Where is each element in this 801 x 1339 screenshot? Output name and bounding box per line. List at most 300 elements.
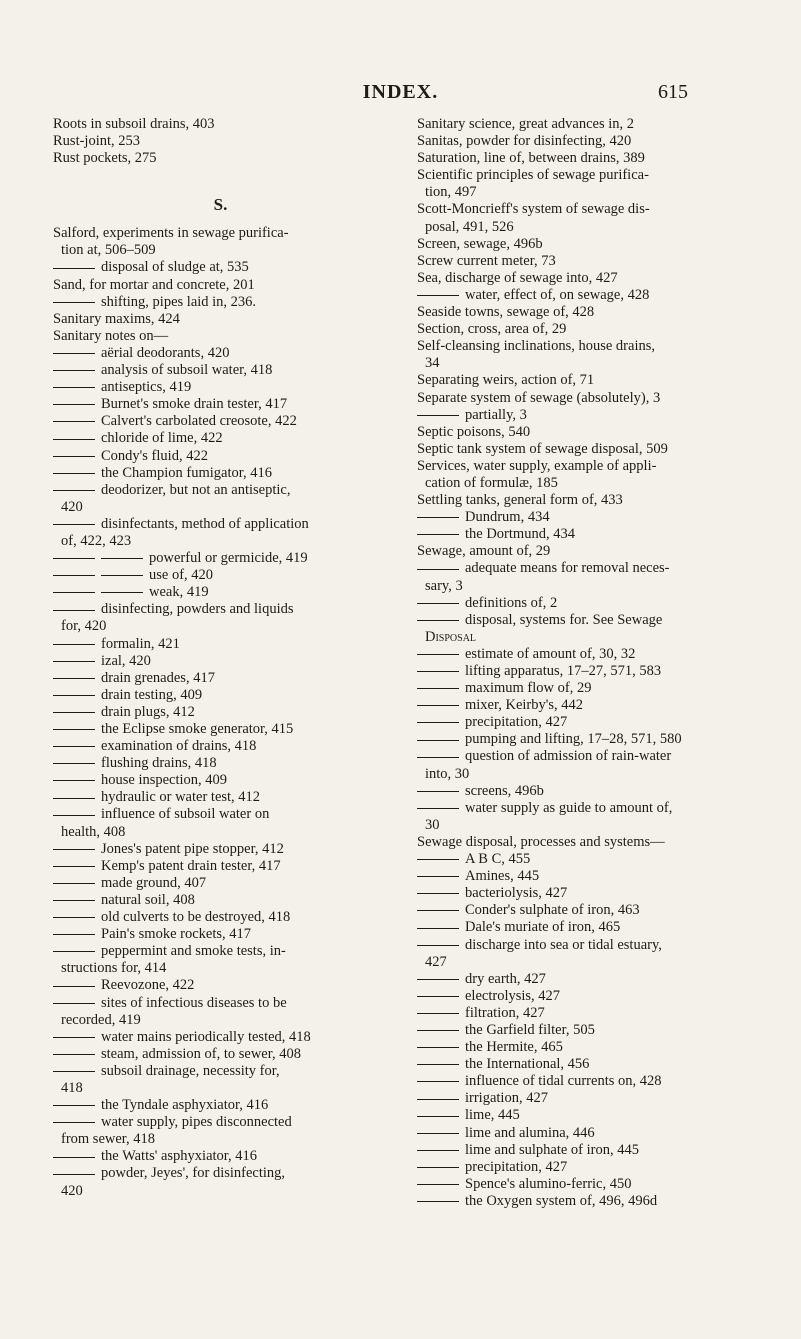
- ditto-dash: [53, 1157, 95, 1158]
- ditto-dash: [417, 1116, 459, 1117]
- index-entry-text: subsoil drainage, necessity for,: [101, 1062, 280, 1079]
- index-entry: [53, 242, 388, 259]
- index-entry: [417, 133, 757, 150]
- ditto-dash: [53, 712, 95, 713]
- index-entry: [53, 499, 388, 516]
- ditto-dash: [53, 986, 95, 987]
- index-entry: [417, 560, 757, 577]
- index-entry: [53, 584, 388, 601]
- index-entry: [417, 1022, 757, 1039]
- index-entry: [53, 550, 388, 567]
- ditto-dash: [53, 1122, 95, 1123]
- index-entry: [53, 926, 388, 943]
- ditto-dash: [53, 575, 95, 576]
- ditto-dash: [417, 1081, 459, 1082]
- index-entry: [417, 697, 757, 714]
- index-entry: [417, 714, 757, 731]
- index-entry-text: estimate of amount of, 30, 32: [465, 645, 636, 662]
- page-number: 615: [658, 81, 688, 103]
- index-entry-text: influence of subsoil water on: [101, 806, 270, 823]
- index-entry: [417, 458, 757, 475]
- index-entry-text: definitions of, 2: [465, 594, 558, 611]
- index-entry: [417, 1142, 757, 1159]
- index-entry-text: Septic poisons, 540: [417, 423, 531, 440]
- index-entry-text: Services, water supply, example of appli-: [417, 457, 657, 474]
- index-entry: [53, 670, 388, 687]
- index-entry: [417, 270, 757, 287]
- ditto-dash: [101, 592, 143, 593]
- index-entry-text: the Champion fumigator, 416: [101, 464, 272, 481]
- index-entry: [53, 909, 388, 926]
- index-entry-text: Dundrum, 434: [465, 509, 550, 526]
- index-entry: [53, 379, 388, 396]
- index-entry-text: screens, 496b: [465, 782, 544, 799]
- ditto-dash: [417, 791, 459, 792]
- ditto-dash: [417, 295, 459, 296]
- index-entry: [53, 841, 388, 858]
- index-entry-text: A B C, 455: [465, 851, 531, 868]
- index-entry-text: Section, cross, area of, 29: [417, 321, 567, 338]
- index-entry: [417, 355, 757, 372]
- index-entry-text: Kemp's patent drain tester, 417: [101, 857, 281, 874]
- ditto-dash: [53, 780, 95, 781]
- index-entry-text: hydraulic or water test, 412: [101, 789, 261, 806]
- index-entry-text: Sanitary science, great advances in, 2: [417, 116, 635, 132]
- index-entry-text: water supply as guide to amount of,: [465, 799, 673, 816]
- index-entry: [417, 612, 757, 629]
- index-entry-text: Separating weirs, action of, 71: [417, 372, 595, 389]
- ditto-dash: [417, 979, 459, 980]
- index-entry-text: 34: [425, 355, 440, 372]
- ditto-dash: [417, 1201, 459, 1202]
- index-entry: [417, 783, 757, 800]
- index-entry: [417, 184, 757, 201]
- index-entry-text: antiseptics, 419: [101, 379, 192, 396]
- ditto-dash: [53, 951, 95, 952]
- ditto-dash: [417, 654, 459, 655]
- index-entry: [417, 1176, 757, 1193]
- index-entry: [53, 943, 388, 960]
- ditto-dash: [53, 302, 95, 303]
- ditto-dash: [417, 1099, 459, 1100]
- index-entry: [417, 578, 757, 595]
- index-entry: [417, 834, 757, 851]
- ditto-dash: [53, 421, 95, 422]
- index-entry-text: question of admission of rain-water: [465, 748, 672, 765]
- index-entry-text: Sand, for mortar and concrete, 201: [53, 276, 255, 293]
- index-entry-text: Screw current meter, 73: [417, 252, 556, 269]
- index-entry-text: of, 422, 423: [61, 532, 132, 549]
- index-entry-text: Sanitas, powder for disinfecting, 420: [417, 133, 632, 150]
- index-entry: [53, 448, 388, 465]
- ditto-dash: [417, 996, 459, 997]
- index-entry-text: lime, 445: [465, 1107, 520, 1124]
- index-entry-text: flushing drains, 418: [101, 755, 217, 772]
- index-entry-text: bacteriolysis, 427: [465, 885, 568, 902]
- index-entry-text: Disposal: [425, 628, 477, 645]
- index-entry-text: izal, 420: [101, 652, 151, 669]
- ditto-dash: [417, 688, 459, 689]
- index-entry-text: influence of tidal currents on, 428: [465, 1073, 662, 1090]
- index-entry: [417, 868, 757, 885]
- index-entry: [417, 954, 757, 971]
- ditto-dash: [53, 1174, 95, 1175]
- index-entry-text: powerful or germicide, 419: [149, 550, 308, 567]
- index-entry-text: 420: [61, 1182, 83, 1199]
- index-entry-text: Sanitary notes on—: [53, 327, 169, 344]
- index-entry: [53, 1046, 388, 1063]
- index-entry-text: Salford, experiments in sewage purifica-: [53, 225, 289, 242]
- index-entry-text: Self-cleansing inclinations, house drains,: [417, 338, 655, 355]
- index-entry: [53, 533, 388, 550]
- ditto-dash: [53, 934, 95, 935]
- index-entry: [417, 1193, 757, 1210]
- index-entry: [53, 294, 388, 311]
- index-entry-text: natural soil, 408: [101, 891, 195, 908]
- index-entry: [417, 1056, 757, 1073]
- index-entry-text: tion at, 506–509: [61, 242, 156, 259]
- index-entry: [417, 150, 757, 167]
- index-entry-text: weak, 419: [149, 584, 209, 601]
- index-entry: [53, 465, 388, 482]
- index-entry: [53, 430, 388, 447]
- index-entry: [417, 201, 757, 218]
- index-entry-text: disposal, systems for. See Sewage: [465, 611, 663, 628]
- index-entry: [417, 851, 757, 868]
- index-entry-text: disinfectants, method of application: [101, 515, 309, 532]
- index-entry-text: partially, 3: [465, 406, 527, 423]
- ditto-dash: [53, 815, 95, 816]
- index-entry: [417, 526, 757, 543]
- index-column-right: [417, 116, 757, 1210]
- index-entry: [53, 259, 388, 276]
- section-letter: S.: [213, 195, 228, 215]
- index-entry: [417, 1107, 757, 1124]
- index-entry-text: lime and alumina, 446: [465, 1124, 595, 1141]
- index-entry: [417, 1039, 757, 1056]
- ditto-dash: [53, 387, 95, 388]
- ditto-dash: [101, 575, 143, 576]
- index-entry: [53, 892, 388, 909]
- ditto-dash: [417, 1184, 459, 1185]
- ditto-dash: [53, 678, 95, 679]
- index-entry: [53, 1165, 388, 1182]
- index-entry: [53, 1183, 388, 1200]
- index-entry: [417, 971, 757, 988]
- index-entry-text: peppermint and smoke tests, in-: [101, 943, 286, 960]
- index-entry: [417, 287, 757, 304]
- index-entry-text: electrolysis, 427: [465, 987, 561, 1004]
- ditto-dash: [53, 883, 95, 884]
- index-entry: [53, 618, 388, 635]
- index-entry-text: Rust-joint, 253: [53, 133, 141, 150]
- index-entry: [417, 629, 757, 646]
- index-entry-text: made ground, 407: [101, 874, 207, 891]
- index-entry-text: the Dortmund, 434: [465, 526, 575, 543]
- index-entry-text: Conder's sulphate of iron, 463: [465, 902, 640, 919]
- index-entry: [53, 721, 388, 738]
- index-entry-text: water, effect of, on sewage, 428: [465, 286, 650, 303]
- index-entry: [417, 731, 757, 748]
- index-entry-text: aërial deodorants, 420: [101, 344, 230, 361]
- index-entry-text: the Watts' asphyxiator, 416: [101, 1148, 258, 1165]
- index-entry-text: disinfecting, powders and liquids: [101, 601, 294, 618]
- index-entry: [53, 601, 388, 618]
- index-entry-text: the Eclipse smoke generator, 415: [101, 721, 294, 737]
- ditto-dash: [417, 1013, 459, 1014]
- index-entry-text: tion, 497: [425, 184, 477, 201]
- ditto-dash: [417, 1064, 459, 1065]
- index-entry: [53, 567, 388, 584]
- ditto-dash: [53, 746, 95, 747]
- ditto-dash: [417, 859, 459, 860]
- index-entry: [53, 1114, 388, 1131]
- index-entry: [417, 407, 757, 424]
- index-entry-text: Sanitary maxims, 424: [53, 310, 180, 327]
- index-entry: [53, 482, 388, 499]
- index-entry: [53, 824, 388, 841]
- ditto-dash: [53, 900, 95, 901]
- ditto-dash: [53, 849, 95, 850]
- ditto-dash: [53, 1054, 95, 1055]
- ditto-dash: [53, 866, 95, 867]
- ditto-dash: [417, 1150, 459, 1151]
- index-entry-text: use of, 420: [149, 567, 214, 584]
- index-entry: [417, 680, 757, 697]
- index-entry-text: Calvert's carbolated creosote, 422: [101, 413, 297, 430]
- index-entry: [53, 653, 388, 670]
- index-entry-text: water mains periodically tested, 418: [101, 1028, 311, 1045]
- index-entry-text: Burnet's smoke drain tester, 417: [101, 396, 288, 413]
- index-entry-text: lime and sulphate of iron, 445: [465, 1141, 639, 1158]
- index-entry: [53, 704, 388, 721]
- index-entry-text: the Garfield filter, 505: [465, 1021, 595, 1038]
- index-entry: [53, 345, 388, 362]
- index-entry-text: water supply, pipes disconnected: [101, 1114, 292, 1131]
- index-entry-text: 30: [425, 816, 440, 833]
- index-entry: [417, 304, 757, 321]
- ditto-dash: [53, 763, 95, 764]
- ditto-dash: [53, 473, 95, 474]
- index-entry-text: for, 420: [61, 618, 107, 635]
- index-entry: [417, 236, 757, 253]
- index-entry: [53, 755, 388, 772]
- index-entry: [53, 687, 388, 704]
- index-entry: [53, 150, 388, 167]
- index-entry: [417, 543, 757, 560]
- index-entry: [417, 424, 757, 441]
- index-entry: [53, 1131, 388, 1148]
- ditto-dash: [417, 1167, 459, 1168]
- ditto-dash: [53, 558, 95, 559]
- index-entry: [417, 766, 757, 783]
- index-entry: [417, 748, 757, 765]
- index-entry-text: Separate system of sewage (absolutely), 3: [417, 389, 661, 406]
- index-entry-text: precipitation, 427: [465, 714, 568, 731]
- index-entry-text: drain grenades, 417: [101, 669, 215, 686]
- ditto-dash: [417, 1030, 459, 1031]
- index-entry-text: discharge into sea or tidal estuary,: [465, 936, 662, 953]
- ditto-dash: [417, 722, 459, 723]
- index-entry: [417, 919, 757, 936]
- index-entry-text: Rust pockets, 275: [53, 150, 157, 167]
- index-entry-text: lifting apparatus, 17–27, 571, 583: [465, 663, 662, 679]
- index-entry-text: sites of infectious diseases to be: [101, 994, 287, 1011]
- ditto-dash: [53, 592, 95, 593]
- index-entry-text: Sewage disposal, processes and systems—: [417, 833, 665, 850]
- index-entry: [417, 167, 757, 184]
- index-entry: [417, 937, 757, 954]
- index-entry-text: health, 408: [61, 823, 126, 840]
- index-entry: [417, 441, 757, 458]
- index-entry: [53, 362, 388, 379]
- index-entry-text: Saturation, line of, between drains, 389: [417, 150, 645, 167]
- index-entry: [53, 789, 388, 806]
- index-entry-text: Jones's patent pipe stopper, 412: [101, 840, 284, 857]
- ditto-dash: [417, 1047, 459, 1048]
- ditto-dash: [417, 1133, 459, 1134]
- ditto-dash: [101, 558, 143, 559]
- index-entry: [53, 977, 388, 994]
- ditto-dash: [53, 524, 95, 525]
- index-entry-text: disposal of sludge at, 535: [101, 259, 249, 276]
- index-entry-text: old culverts to be destroyed, 418: [101, 909, 291, 926]
- ditto-dash: [417, 517, 459, 518]
- index-entry-text: the Tyndale asphyxiator, 416: [101, 1097, 269, 1114]
- ditto-dash: [53, 353, 95, 354]
- ditto-dash: [53, 695, 95, 696]
- index-entry: [417, 646, 757, 663]
- index-entry: [417, 885, 757, 902]
- index-entry-text: shifting, pipes laid in, 236.: [101, 293, 257, 310]
- index-entry: [417, 1125, 757, 1142]
- ditto-dash: [417, 740, 459, 741]
- ditto-dash: [417, 620, 459, 621]
- index-entry-text: 418: [61, 1079, 83, 1096]
- ditto-dash: [53, 1071, 95, 1072]
- index-entry-text: dry earth, 427: [465, 970, 546, 987]
- index-entry-text: drain testing, 409: [101, 686, 203, 703]
- ditto-dash: [53, 268, 95, 269]
- index-entry: [53, 636, 388, 653]
- index-entry-text: drain plugs, 412: [101, 703, 195, 720]
- index-entry-text: from sewer, 418: [61, 1131, 156, 1148]
- index-entry: [53, 413, 388, 430]
- index-entry: [417, 338, 757, 355]
- index-entry-text: Condy's fluid, 422: [101, 447, 208, 464]
- index-entry-text: Sewage, amount of, 29: [417, 543, 551, 560]
- ditto-dash: [417, 910, 459, 911]
- index-entry-text: recorded, 419: [61, 1011, 141, 1028]
- index-entry: [417, 663, 757, 680]
- ditto-dash: [417, 705, 459, 706]
- index-entry-text: precipitation, 427: [465, 1158, 568, 1175]
- index-entry: [53, 1080, 388, 1097]
- index-entry-text: Septic tank system of sewage disposal, 509: [417, 440, 668, 457]
- index-entry-text: house inspection, 409: [101, 772, 228, 789]
- ditto-dash: [417, 808, 459, 809]
- index-entry: [417, 1005, 757, 1022]
- ditto-dash: [417, 415, 459, 416]
- index-entry-text: irrigation, 427: [465, 1090, 548, 1107]
- ditto-dash: [417, 569, 459, 570]
- index-entry-text: pumping and lifting, 17–28, 571, 580: [465, 731, 682, 748]
- ditto-dash: [53, 456, 95, 457]
- index-entry: [53, 133, 388, 150]
- index-entry-text: posal, 491, 526: [425, 218, 514, 235]
- index-entry-text: Screen, sewage, 496b: [417, 235, 543, 252]
- ditto-dash: [53, 439, 95, 440]
- index-entry: [417, 116, 757, 133]
- ditto-dash: [53, 490, 95, 491]
- ditto-dash: [53, 370, 95, 371]
- index-entry-text: powder, Jeyes', for disinfecting,: [101, 1165, 286, 1182]
- index-entry: [53, 311, 388, 328]
- index-entry-text: formalin, 421: [101, 635, 180, 652]
- ditto-dash: [53, 404, 95, 405]
- index-entry-text: Scientific principles of sewage purifica-: [417, 167, 649, 184]
- index-entry-text: Seaside towns, sewage of, 428: [417, 304, 595, 321]
- index-entry: [417, 492, 757, 509]
- index-entry: [417, 1090, 757, 1107]
- index-entry: [417, 988, 757, 1005]
- index-entry: [53, 516, 388, 533]
- index-entry-text: Dale's muriate of iron, 465: [465, 919, 621, 936]
- index-entry-text: Pain's smoke rockets, 417: [101, 926, 252, 943]
- index-entry: [417, 1159, 757, 1176]
- index-entry-text: Settling tanks, general form of, 433: [417, 492, 623, 509]
- index-entry: [53, 1012, 388, 1029]
- index-entry-text: 420: [61, 498, 83, 515]
- index-entry: [417, 321, 757, 338]
- index-entry-text: Scott-Moncrieff's system of sewage dis-: [417, 201, 650, 218]
- index-entry: [53, 806, 388, 823]
- index-entry: [53, 328, 388, 345]
- index-entry: [53, 1148, 388, 1165]
- index-entry-text: the Hermite, 465: [465, 1039, 563, 1056]
- ditto-dash: [53, 917, 95, 918]
- ditto-dash: [417, 671, 459, 672]
- index-entry-text: Reevozone, 422: [101, 977, 195, 994]
- index-entry: [53, 225, 388, 242]
- index-entry-text: the International, 456: [465, 1056, 590, 1073]
- index-entry: [53, 1097, 388, 1114]
- index-entry: [417, 253, 757, 270]
- index-entry: [417, 219, 757, 236]
- ditto-dash: [417, 534, 459, 535]
- index-entry-text: Spence's alumino-ferric, 450: [465, 1175, 632, 1192]
- index-entry: [417, 509, 757, 526]
- index-entry: [417, 390, 757, 407]
- index-entry-text: examination of drains, 418: [101, 738, 257, 755]
- index-entry: [53, 1029, 388, 1046]
- index-column-left: [53, 116, 388, 1200]
- index-entry-text: 427: [425, 953, 447, 970]
- index-entry-text: steam, admission of, to sewer, 408: [101, 1045, 301, 1062]
- index-entry-text: into, 30: [425, 765, 470, 782]
- ditto-dash: [417, 876, 459, 877]
- index-entry-text: deodorizer, but not an antiseptic,: [101, 481, 291, 498]
- index-entry-text: Sea, discharge of sewage into, 427: [417, 269, 618, 286]
- index-entry-text: chloride of lime, 422: [101, 430, 223, 447]
- ditto-dash: [53, 644, 95, 645]
- index-entry: [417, 475, 757, 492]
- index-entry-text: maximum flow of, 29: [465, 680, 592, 697]
- index-entry: [53, 396, 388, 413]
- index-entry-text: the Oxygen system of, 496, 496d: [465, 1192, 658, 1209]
- index-entry: [53, 116, 388, 133]
- index-entry: [417, 1073, 757, 1090]
